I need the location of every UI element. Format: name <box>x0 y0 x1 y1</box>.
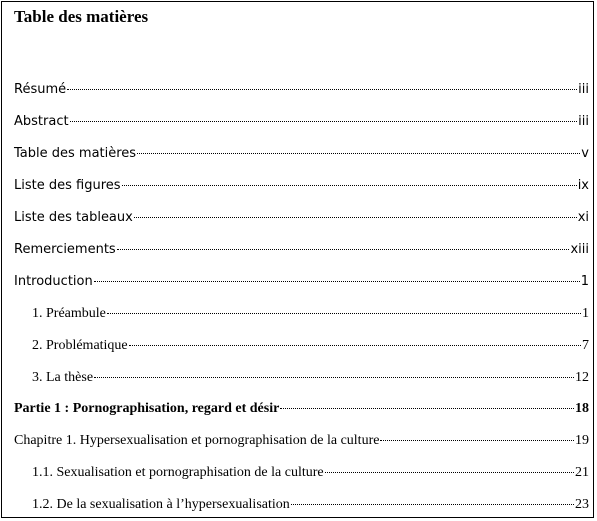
dot-leader <box>67 89 577 90</box>
toc-entry-label: Remerciements <box>14 242 116 257</box>
toc-entry-page: 19 <box>575 433 589 448</box>
toc-entry-section-1-1[interactable] <box>32 465 589 481</box>
toc-entry-page: 1 <box>580 274 589 289</box>
dot-leader <box>94 281 580 282</box>
dot-leader <box>325 472 574 473</box>
toc-entry-section-1-2[interactable] <box>32 497 589 513</box>
toc-entry-preambule[interactable] <box>32 306 589 322</box>
toc-entry-liste-des-tableaux[interactable] <box>14 210 589 225</box>
toc-entry-page: iii <box>578 114 589 129</box>
dot-leader <box>380 440 574 441</box>
toc-entry-remerciements[interactable] <box>14 242 589 257</box>
dot-leader <box>94 377 574 378</box>
toc-entry-table-des-matieres[interactable] <box>14 146 589 161</box>
toc-entry-label: Chapitre 1. Hypersexualisation et pornographisation de la culture <box>14 433 380 448</box>
toc-entry-label: Table des matières <box>14 146 137 161</box>
toc-entry-page: xi <box>577 210 589 225</box>
toc-entry-label: Introduction <box>14 274 93 289</box>
toc-entry-label: Résumé <box>14 82 67 97</box>
toc-entry-page: ix <box>577 178 589 193</box>
toc-entry-introduction[interactable] <box>14 274 589 289</box>
dot-leader <box>70 121 578 122</box>
toc-entry-abstract[interactable] <box>14 114 589 129</box>
toc-entry-liste-des-figures[interactable] <box>14 178 589 193</box>
toc-entry-label: Partie 1 : Pornographisation, regard et désir <box>14 401 280 416</box>
dot-leader <box>129 345 581 346</box>
toc-entry-chapitre-1[interactable] <box>14 433 589 449</box>
toc-entry-problematique[interactable] <box>32 338 589 354</box>
toc-entry-label: Liste des figures <box>14 178 121 193</box>
toc-entry-page: iii <box>578 82 589 97</box>
toc-list <box>2 2 593 517</box>
document-page <box>1 1 594 518</box>
toc-entry-label: Liste des tableaux <box>14 210 133 225</box>
dot-leader <box>107 313 581 314</box>
dot-leader <box>291 504 574 505</box>
toc-entry-label: 1. Préambule <box>32 306 106 321</box>
toc-entry-page: 18 <box>575 401 589 416</box>
toc-entry-page: v <box>581 146 589 161</box>
toc-entry-page: 1 <box>582 306 589 321</box>
toc-entry-page: 23 <box>575 497 589 512</box>
dot-leader <box>117 249 570 250</box>
toc-entry-page: 7 <box>582 338 589 353</box>
toc-entry-page: 12 <box>575 370 589 385</box>
toc-entry-label: 1.1. Sexualisation et pornographisation de la culture <box>32 465 324 480</box>
toc-entry-resume[interactable] <box>14 82 589 97</box>
toc-entry-page: xiii <box>570 242 589 257</box>
dot-leader <box>280 408 574 409</box>
toc-entry-page: 21 <box>575 465 589 480</box>
toc-entry-partie-1[interactable] <box>14 401 589 417</box>
toc-entry-label: 3. La thèse <box>32 370 94 385</box>
toc-entry-label: Abstract <box>14 114 69 129</box>
toc-title: Table des matières <box>14 7 149 26</box>
dot-leader <box>122 185 577 186</box>
toc-entry-label: 2. Problématique <box>32 338 128 353</box>
dot-leader <box>134 217 577 218</box>
toc-entry-label: 1.2. De la sexualisation à l’hypersexualisation <box>32 497 290 512</box>
toc-entry-la-these[interactable] <box>32 370 589 386</box>
dot-leader <box>137 153 580 154</box>
